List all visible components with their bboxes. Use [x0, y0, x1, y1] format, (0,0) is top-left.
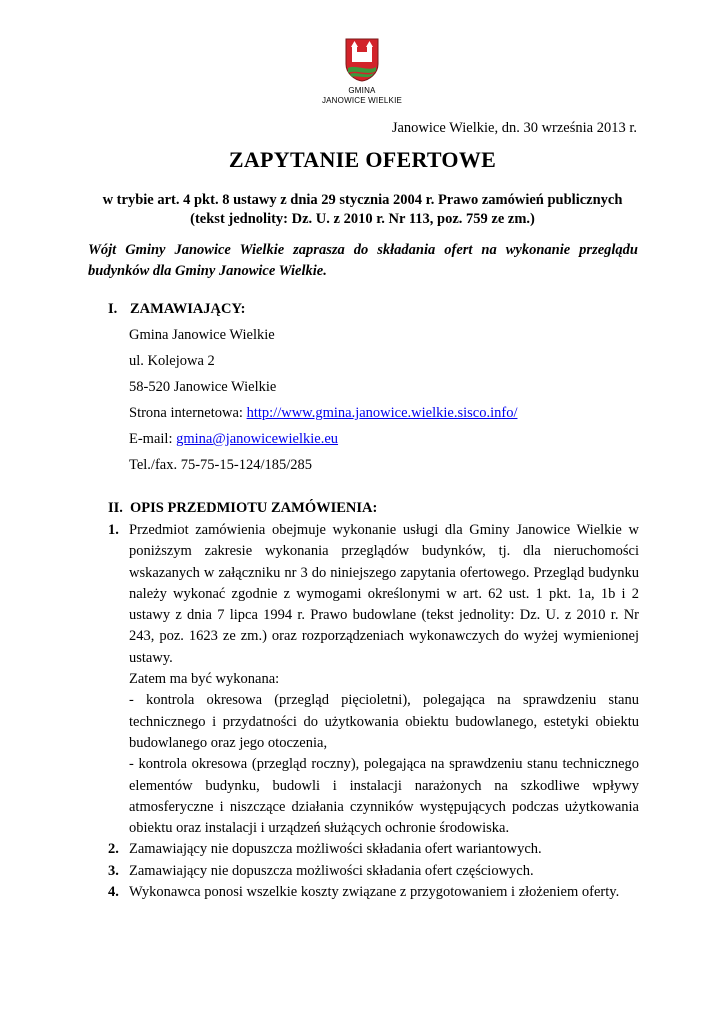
- legal-basis-line-2: (tekst jednolity: Dz. U. z 2010 r. Nr 113, poz. 759 ze zm.): [190, 211, 535, 227]
- item-1-paragraph-2: Zatem ma być wykonana:: [129, 671, 280, 688]
- website-label: Strona internetowa:: [129, 405, 247, 421]
- list-item: [108, 839, 639, 860]
- contact-name: Gmina Janowice Wielkie: [129, 327, 275, 343]
- section-2-number: II.: [108, 500, 123, 516]
- item-text: [129, 520, 639, 839]
- document-date: Janowice Wielkie, dn. 30 września 2013 r.: [391, 120, 637, 136]
- section-2-heading: [108, 500, 377, 517]
- contact-city: 58-520 Janowice Wielkie: [129, 379, 277, 395]
- section-1-number: I.: [108, 301, 118, 317]
- section-1-title: ZAMAWIAJĄCY:: [130, 301, 246, 317]
- contact-website: [129, 404, 517, 422]
- item-text: Zamawiający nie dopuszcza możliwości składania ofert częściowych.: [129, 862, 534, 879]
- legal-basis-line-1: w trybie art. 4 pkt. 8 ustawy z dnia 29 stycznia 2004 r. Prawo zamówień publicznych: [102, 192, 623, 208]
- coat-of-arms-icon: [345, 38, 379, 82]
- email-label: E-mail:: [129, 431, 177, 447]
- contact-email: [129, 430, 338, 448]
- order-description-list: [108, 520, 639, 903]
- item-1-paragraph-4: - kontrola okresowa (przegląd roczny), polegająca na sprawdzeniu stanu technicznego elementów budynku, budowli i instalacji narażonych na szkodliwe wpływy atmosferyczne i niszczące działania czynników występujących podczas użytkowania obiektu oraz instalacji i urządzeń służących ochronie środowiska.: [129, 756, 639, 837]
- item-1-paragraph-1: Przedmiot zamówienia obejmuje wykonanie usługi dla Gminy Janowice Wielkie w poniższym zakresie wykonania przeglądów budynków, tj. dla nieruchomości wskazanych w załączniku nr 3 do niniejszego zapytania ofertowego. Przegląd budynku należy wykonać zgodnie z wymogami określonymi w art. 62 ust. 1 pkt. 1a, 1b i 2 ustawy z dnia 7 lipca 1994 r. Prawo budowlane (tekst jednolity: Dz. U. z 2010 r. Nr 243, poz. 1623 ze zm.) oraz rozporządzeniach wykonawczych do wyżej wymienionej ustawy.: [129, 522, 639, 666]
- item-number: 4.: [108, 884, 119, 901]
- email-link[interactable]: gmina@janowicewielkie.eu: [176, 431, 339, 447]
- gmina-logo: [312, 38, 412, 106]
- item-1-paragraph-3: - kontrola okresowa (przegląd pięcioletni), polegająca na sprawdzeniu stanu technicznego i przydatności do użytkowania obiektu budowlanego, estetyki obiektu budowlanego oraz jego otoczenia,: [129, 692, 639, 751]
- intro-paragraph: Wójt Gminy Janowice Wielkie zaprasza do składania ofert na wykonanie przeglądu budynków dla Gminy Janowice Wielkie.: [88, 242, 638, 279]
- contact-street: ul. Kolejowa 2: [129, 353, 215, 369]
- page-title: ZAPYTANIE OFERTOWE: [228, 147, 497, 172]
- item-number: 2.: [108, 841, 119, 858]
- website-link[interactable]: http://www.gmina.janowice.wielkie.sisco.info/: [246, 405, 518, 421]
- contact-phone: Tel./fax. 75-75-15-124/185/285: [129, 457, 313, 473]
- list-item: [108, 520, 639, 839]
- list-item: [108, 882, 639, 903]
- list-item: [108, 861, 639, 882]
- legal-basis: [90, 191, 635, 229]
- section-1-heading: [108, 301, 245, 318]
- item-text: Zamawiający nie dopuszcza możliwości składania ofert wariantowych.: [129, 841, 542, 858]
- logo-line-2: JANOWICE WIELKIE: [321, 96, 403, 105]
- section-2-title: OPIS PRZEDMIOTU ZAMÓWIENIA:: [130, 500, 378, 516]
- logo-line-1: GMINA: [348, 86, 376, 95]
- item-text: Wykonawca ponosi wszelkie koszty związane z przygotowaniem i złożeniem oferty.: [129, 884, 620, 901]
- item-number: 1.: [108, 522, 119, 538]
- item-number: 3.: [108, 862, 119, 879]
